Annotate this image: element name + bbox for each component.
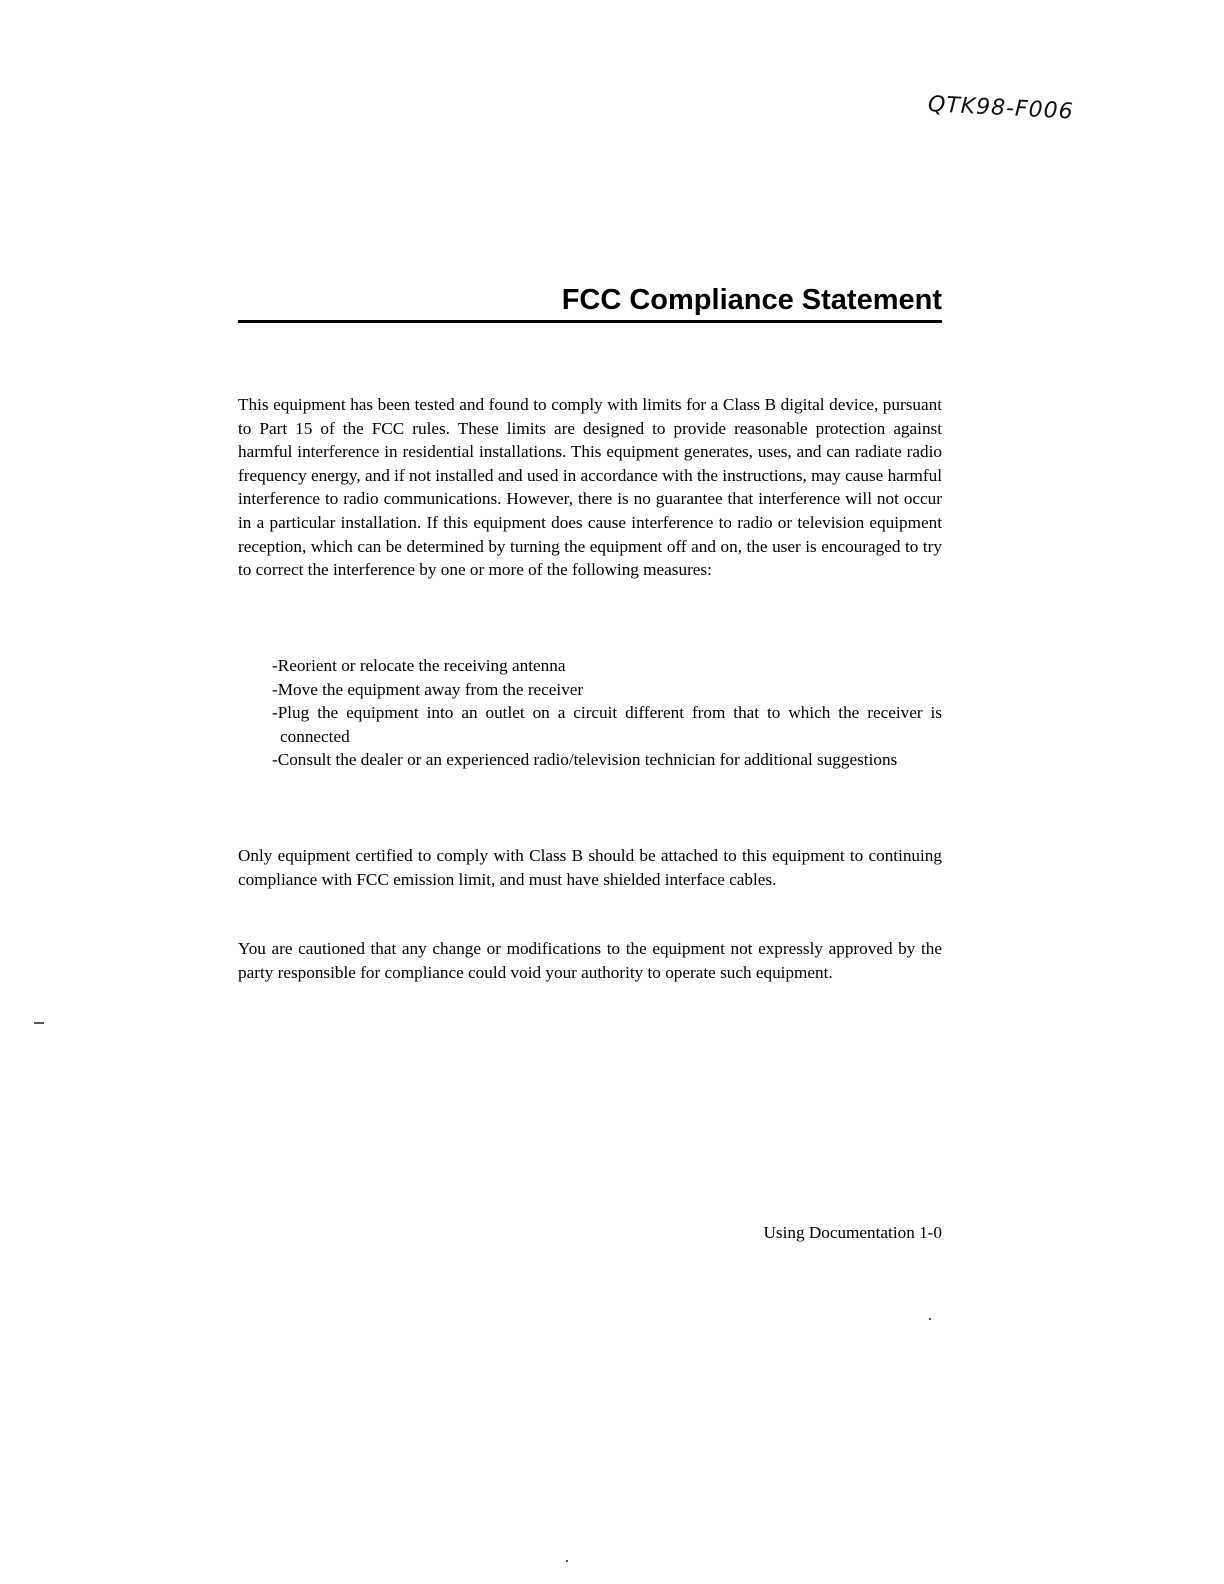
handwritten-document-code: QTK98-F006 [927, 92, 1075, 125]
list-item: -Plug the equipment into an outlet on a circuit different from that to which the receiver is connected [272, 703, 942, 746]
scan-speck [566, 1560, 568, 1562]
list-item: -Consult the dealer or an experienced radio/television technician for additional suggestions [272, 750, 898, 770]
certified-equipment-paragraph: Only equipment certified to comply with Class B should be attached to this equipment to continuing compliance with FCC emission limit, and must have shielded interface cables. [238, 846, 942, 889]
scan-speck [929, 1318, 931, 1320]
measures-list [272, 654, 942, 772]
scan-speck [34, 1022, 44, 1024]
title-underline-rule [238, 320, 942, 323]
caution-paragraph: You are cautioned that any change or modifications to the equipment not expressly approved by the party responsible for compliance could void your authority to operate such equipment. [238, 939, 942, 982]
list-item: -Move the equipment away from the receiver [272, 679, 584, 699]
list-item: -Reorient or relocate the receiving antenna [272, 656, 566, 675]
page-footer: Using Documentation 1-0 [763, 1223, 942, 1242]
page-title: FCC Compliance Statement [561, 284, 942, 316]
intro-paragraph: This equipment has been tested and found to comply with limits for a Class B digital device, pursuant to Part 15 of the FCC rules. These limits are designed to provide reasonable protection against harmful interference in residential installations. This equipment generates, uses, and can radiate radio frequency energy, and if not installed and used in accordance with the instructions, may cause harmful interference to radio communications. However, there is no guarantee that interference will not occur in a particular installation. If this equipment does cause interference to radio or television equipment reception, which can be determined by turning the equipment off and on, the user is encouraged to try to correct the interference by one or more of the following measures: [238, 395, 942, 580]
